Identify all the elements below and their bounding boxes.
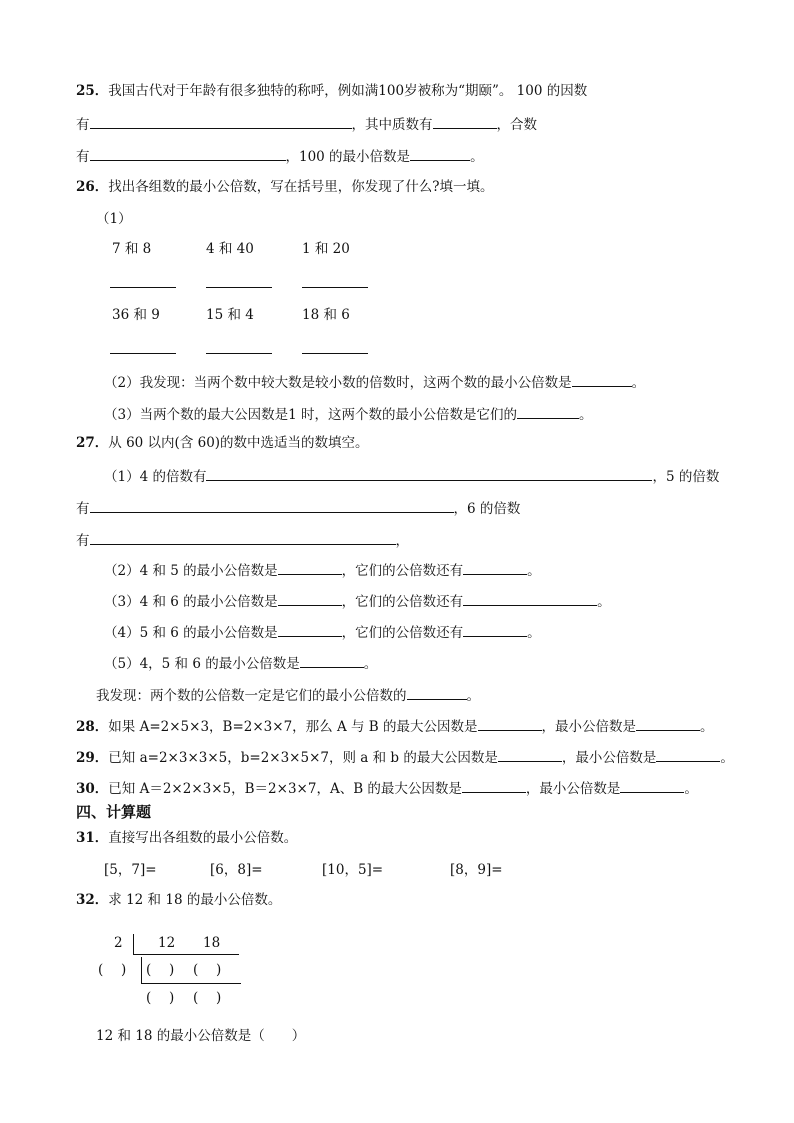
q29 [76, 747, 734, 767]
q27-multiples-of-4-blank[interactable] [206, 466, 652, 481]
q26-part2-end: 。 [631, 375, 646, 391]
q26-pair-6: 18 和 6 [302, 307, 350, 323]
q27-p4-end: 。 [527, 625, 541, 641]
q27-p3-common-blank[interactable] [463, 591, 597, 606]
q27-multiples-of-6-blank[interactable] [90, 530, 396, 545]
q28 [76, 716, 714, 736]
q27-p1-line1 [104, 466, 719, 486]
q32-division-line-1 [133, 954, 239, 955]
q27-p2-text: （2）4 和 5 的最小公倍数是 [104, 563, 278, 579]
q28-text: 如果 A=2×5×3，B=2×3×7，那么 A 与 B 的最大公因数是 [108, 719, 478, 735]
q27-p1-l3-end: ， [395, 533, 409, 549]
q28-gcf-blank[interactable] [478, 716, 542, 731]
q31-heading [76, 829, 297, 847]
q29-end: 。 [720, 750, 734, 766]
q32-divisor-blank[interactable]: ( ) [98, 962, 127, 978]
q26-answer-blank-1[interactable] [110, 287, 176, 288]
q30-gcf-blank[interactable] [462, 778, 526, 793]
q32-number-18: 18 [203, 935, 221, 951]
q29-text: 已知 a=2×3×3×5，b=2×3×5×7，则 a 和 b 的最大公因数是 [108, 750, 498, 766]
q27-finding-end: 。 [466, 688, 480, 704]
q31-item-4: [8，9]= [450, 862, 503, 878]
q26-text: 找出各组数的最小公倍数，写在括号里，你发现了什么?填一填。 [108, 179, 494, 195]
q27-number: 27． [76, 435, 109, 451]
q26-heading [76, 178, 494, 196]
q25-primes-blank[interactable] [433, 114, 497, 129]
q27-p1-text-b: ，5 的倍数 [652, 469, 720, 485]
q26-part3-end: 。 [578, 407, 593, 423]
q26-pair-3: 1 和 20 [302, 241, 350, 257]
q29-gcf-blank[interactable] [498, 747, 562, 762]
q26-number: 26． [76, 179, 109, 195]
q26-pair-4: 36 和 9 [112, 307, 160, 323]
q27-p3 [104, 591, 611, 611]
q26-pair-5: 15 和 4 [206, 307, 254, 323]
q27-p4-lcm-blank[interactable] [278, 622, 342, 637]
q28-end: 。 [700, 719, 714, 735]
q27-p1-l2-label: 有 [76, 501, 90, 517]
q25-min-multiple-blank[interactable] [410, 146, 470, 161]
q27-p5 [104, 653, 377, 673]
q26-part3-text: （3）当两个数的最大公因数是1 时，这两个数的最小公倍数是它们的 [104, 407, 517, 423]
q27-p5-text: （5）4，5 和 6 的最小公倍数是 [104, 656, 300, 672]
q26-part3 [104, 404, 592, 424]
q26-pair-2: 4 和 40 [206, 241, 254, 257]
q25-composites-blank[interactable] [90, 146, 286, 161]
q27-p1-text: （1）4 的倍数有 [104, 469, 207, 485]
q27-finding [96, 685, 480, 705]
q31-item-2: [6，8]= [210, 862, 263, 878]
q32-division-line-2 [141, 983, 241, 984]
q26-part2-blank[interactable] [572, 372, 632, 387]
q32-quotient-blank-1[interactable]: ( ) [146, 962, 175, 978]
q27-p3-text: （3）4 和 6 的最小公倍数是 [104, 594, 278, 610]
q26-answer-blank-4[interactable] [110, 353, 176, 354]
section-title-calculation: 四、计算题 [76, 803, 152, 821]
q26-part2 [104, 372, 645, 392]
q26-part2-text: （2）我发现：当两个数中较大数是较小数的倍数时，这两个数的最小公倍数是 [104, 375, 572, 391]
q27-text: 从 60 以内(含 60)的数中选适当的数填空。 [108, 435, 369, 451]
q27-p2-end: 。 [527, 563, 541, 579]
q27-p2-text-b: ，它们的公倍数还有 [341, 563, 464, 579]
q27-p5-lcm-blank[interactable] [300, 653, 364, 668]
q25-factors-blank[interactable] [90, 114, 352, 129]
q26-answer-blank-2[interactable] [206, 287, 272, 288]
q27-heading [76, 434, 369, 452]
q27-p2-lcm-blank[interactable] [278, 560, 342, 575]
q28-lcm-blank[interactable] [636, 716, 700, 731]
q25-l2-composite-label: ，合数 [496, 117, 537, 133]
q27-p3-lcm-blank[interactable] [278, 591, 342, 606]
q31-item-1: [5，7]= [104, 862, 157, 878]
q32-answer[interactable]: 12 和 18 的最小公倍数是（ ） [96, 1028, 306, 1044]
q28-text-b: ，最小公倍数是 [541, 719, 636, 735]
q27-p4-text-b: ，它们的公倍数还有 [341, 625, 464, 641]
q25-line1 [76, 82, 587, 100]
q32-result-blank-2[interactable]: ( ) [193, 990, 222, 1006]
q26-answer-blank-6[interactable] [302, 353, 368, 354]
q27-p4-common-blank[interactable] [463, 622, 527, 637]
q27-p4-text: （4）5 和 6 的最小公倍数是 [104, 625, 278, 641]
q26-pair-1: 7 和 8 [112, 241, 152, 257]
q26-answer-blank-5[interactable] [206, 353, 272, 354]
q25-text: 我国古代对于年龄有很多独特的称呼，例如满100岁被称为“期颐”。 100 的因数 [108, 83, 588, 99]
q27-p5-end: 。 [363, 656, 378, 672]
q27-multiples-of-5-blank[interactable] [90, 498, 454, 513]
q31-text: 直接写出各组数的最小公倍数。 [108, 830, 298, 846]
q27-p1-l2-text: ，6 的倍数 [453, 501, 521, 517]
q31-item-3: [10，5]= [322, 862, 384, 878]
q27-p1-line2 [76, 498, 520, 518]
q27-p1-line3 [76, 530, 409, 550]
q26-part3-blank[interactable] [517, 404, 579, 419]
q25-l3-end: 。 [470, 149, 484, 165]
q25-l3-label: 有 [76, 149, 90, 165]
q32-division-bracket-2 [141, 957, 142, 983]
q29-text-b: ，最小公倍数是 [561, 750, 657, 766]
q30-text: 已知 A＝2×2×3×5，B＝2×3×7，A、B 的最大公因数是 [108, 781, 462, 797]
q26-part1-label: （1） [96, 211, 132, 227]
q32-divisor: 2 [114, 935, 123, 951]
q32-number: 32． [76, 892, 109, 908]
q25-l3-multiple-label: ，100 的最小倍数是 [285, 149, 411, 165]
q27-p3-text-b: ，它们的公倍数还有 [341, 594, 464, 610]
q30 [76, 778, 698, 798]
q27-finding-text: 我发现：两个数的公倍数一定是它们的最小公倍数的 [96, 688, 407, 704]
q32-text: 求 12 和 18 的最小公倍数。 [108, 892, 282, 908]
q32-quotient-blank-2[interactable]: ( ) [193, 962, 222, 978]
q32-number-12: 12 [158, 935, 176, 951]
q27-p4 [104, 622, 541, 642]
q31-number: 31． [76, 830, 109, 846]
q27-p2-common-blank[interactable] [463, 560, 527, 575]
q25-line3 [76, 146, 484, 166]
q25-line2 [76, 114, 537, 134]
q27-finding-blank[interactable] [407, 685, 467, 700]
q25-number: 25． [76, 83, 109, 99]
q32-heading [76, 891, 281, 909]
q27-p3-end: 。 [597, 594, 611, 610]
q28-number: 28． [76, 719, 109, 735]
q25-l2-label: 有 [76, 117, 90, 133]
q30-end: 。 [684, 781, 698, 797]
q32-result-blank-1[interactable]: ( ) [146, 990, 175, 1006]
q27-p2 [104, 560, 541, 580]
q26-answer-blank-3[interactable] [302, 287, 368, 288]
q27-p1-l3-label: 有 [76, 533, 90, 549]
q29-number: 29． [76, 750, 109, 766]
q32-division-bracket-1 [133, 934, 134, 954]
q25-l2-primes-label: ，其中质数有 [351, 117, 433, 133]
q30-text-b: ，最小公倍数是 [525, 781, 621, 797]
q30-lcm-blank[interactable] [620, 778, 684, 793]
q29-lcm-blank[interactable] [656, 747, 720, 762]
q30-number: 30． [76, 781, 109, 797]
